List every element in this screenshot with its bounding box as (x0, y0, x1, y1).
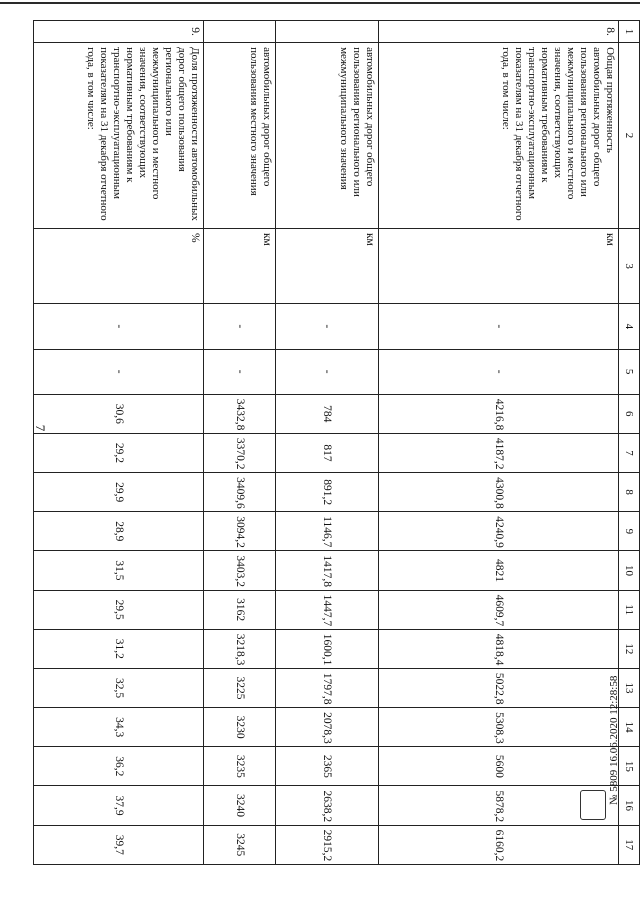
value-cell: - (276, 304, 379, 349)
value-cell: 32,5 (34, 668, 204, 707)
column-header-11: 11 (619, 590, 640, 629)
column-header-15: 15 (619, 747, 640, 786)
value-cell: 3230 (204, 708, 276, 747)
value-cell: 34,3 (34, 708, 204, 747)
value-cell: - (34, 349, 204, 394)
value-cell: 4300,8 (379, 473, 619, 512)
scan-edge-line (0, 0, 640, 8)
value-cell: 3235 (204, 747, 276, 786)
column-header-10: 10 (619, 551, 640, 590)
value-cell: - (379, 349, 619, 394)
value-cell: 3240 (204, 786, 276, 825)
column-header-3: 3 (619, 228, 640, 303)
value-cell: 2915,2 (276, 825, 379, 864)
value-cell: 4240,9 (379, 512, 619, 551)
value-cell: 30,6 (34, 394, 204, 433)
value-cell: 3432,8 (204, 394, 276, 433)
column-header-5: 5 (619, 349, 640, 394)
value-cell: 891,2 (276, 473, 379, 512)
value-cell: 29,9 (34, 473, 204, 512)
seal-icon (580, 790, 606, 820)
value-cell: 3409,6 (204, 473, 276, 512)
value-cell: 3225 (204, 668, 276, 707)
value-cell: 5600 (379, 747, 619, 786)
row-number-cell (276, 21, 379, 43)
value-cell: 5022,8 (379, 668, 619, 707)
page-number: 7 (33, 424, 48, 432)
value-cell: 4818,4 (379, 629, 619, 668)
unit-cell: км (204, 228, 276, 303)
column-header-7: 7 (619, 433, 640, 472)
row-number-cell (204, 21, 276, 43)
value-cell: - (379, 304, 619, 349)
value-cell: 6160,2 (379, 825, 619, 864)
value-cell: - (34, 304, 204, 349)
value-cell: 3218,3 (204, 629, 276, 668)
value-cell: 2078,3 (276, 708, 379, 747)
value-cell: 4216,8 (379, 394, 619, 433)
row-number-cell: 9. (34, 21, 204, 43)
unit-cell: км (276, 228, 379, 303)
column-header-6: 6 (619, 394, 640, 433)
value-cell: 3245 (204, 825, 276, 864)
table-row (204, 21, 276, 865)
unit-cell: % (34, 228, 204, 303)
value-cell: 2638,2 (276, 786, 379, 825)
value-cell: 36,2 (34, 747, 204, 786)
value-cell: 3094,2 (204, 512, 276, 551)
value-cell: 29,5 (34, 590, 204, 629)
value-cell: 4187,2 (379, 433, 619, 472)
column-header-9: 9 (619, 512, 640, 551)
indicators-table (33, 20, 640, 865)
value-cell: 3370,2 (204, 433, 276, 472)
registration-stamp (580, 605, 620, 820)
column-header-12: 12 (619, 629, 640, 668)
column-header-1: 1 (619, 21, 640, 43)
value-cell: 2365 (276, 747, 379, 786)
value-cell: 784 (276, 394, 379, 433)
value-cell: 817 (276, 433, 379, 472)
column-header-14: 14 (619, 708, 640, 747)
value-cell: 31,5 (34, 551, 204, 590)
value-cell: 4609,7 (379, 590, 619, 629)
value-cell: 37,9 (34, 786, 204, 825)
value-cell: - (204, 304, 276, 349)
value-cell: - (276, 349, 379, 394)
value-cell: 29,2 (34, 433, 204, 472)
value-cell: - (204, 349, 276, 394)
indicator-name-cell: Общая протяженность автомобильных дорог общего пользования регионального или межмуниципального и местного значения, соответствующих нормативным требованиям к транспортно-эксплуатационным показателям на 31 декабря отчетного года, в том числе: (379, 43, 619, 229)
value-cell: 1447,7 (276, 590, 379, 629)
indicator-name-cell: автомобильных дорог общего пользования местного значения (204, 43, 276, 229)
value-cell: 3162 (204, 590, 276, 629)
value-cell: 1146,7 (276, 512, 379, 551)
value-cell: 1797,8 (276, 668, 379, 707)
column-header-13: 13 (619, 668, 640, 707)
table-row (34, 21, 204, 865)
value-cell: 3403,2 (204, 551, 276, 590)
table-row (276, 21, 379, 865)
rotated-table-container (75, 20, 640, 865)
value-cell: 5308,3 (379, 708, 619, 747)
column-header-2: 2 (619, 43, 640, 229)
value-cell: 5878,2 (379, 786, 619, 825)
unit-cell: км (379, 228, 619, 303)
registration-number: № 5809 16.06.2020 12:28:58 (608, 675, 620, 805)
column-header-17: 17 (619, 825, 640, 864)
value-cell: 1417,8 (276, 551, 379, 590)
table-header-row (619, 21, 640, 865)
value-cell: 31,2 (34, 629, 204, 668)
column-header-16: 16 (619, 786, 640, 825)
value-cell: 39,7 (34, 825, 204, 864)
value-cell: 1600,1 (276, 629, 379, 668)
row-number-cell: 8. (379, 21, 619, 43)
indicator-name-cell: автомобильных дорог общего пользования регионального или межмуниципального значения (276, 43, 379, 229)
column-header-8: 8 (619, 473, 640, 512)
column-header-4: 4 (619, 304, 640, 349)
indicator-name-cell: Доля протяженности автомобильных дорог общего пользования регионального или межмуниципального и местного значения, соответствующих нормативным требованиям к транспортно-эксплуатационным показателям на 31 декабря отчетного года, в том числе: (34, 43, 204, 229)
value-cell: 28,9 (34, 512, 204, 551)
value-cell: 4821 (379, 551, 619, 590)
